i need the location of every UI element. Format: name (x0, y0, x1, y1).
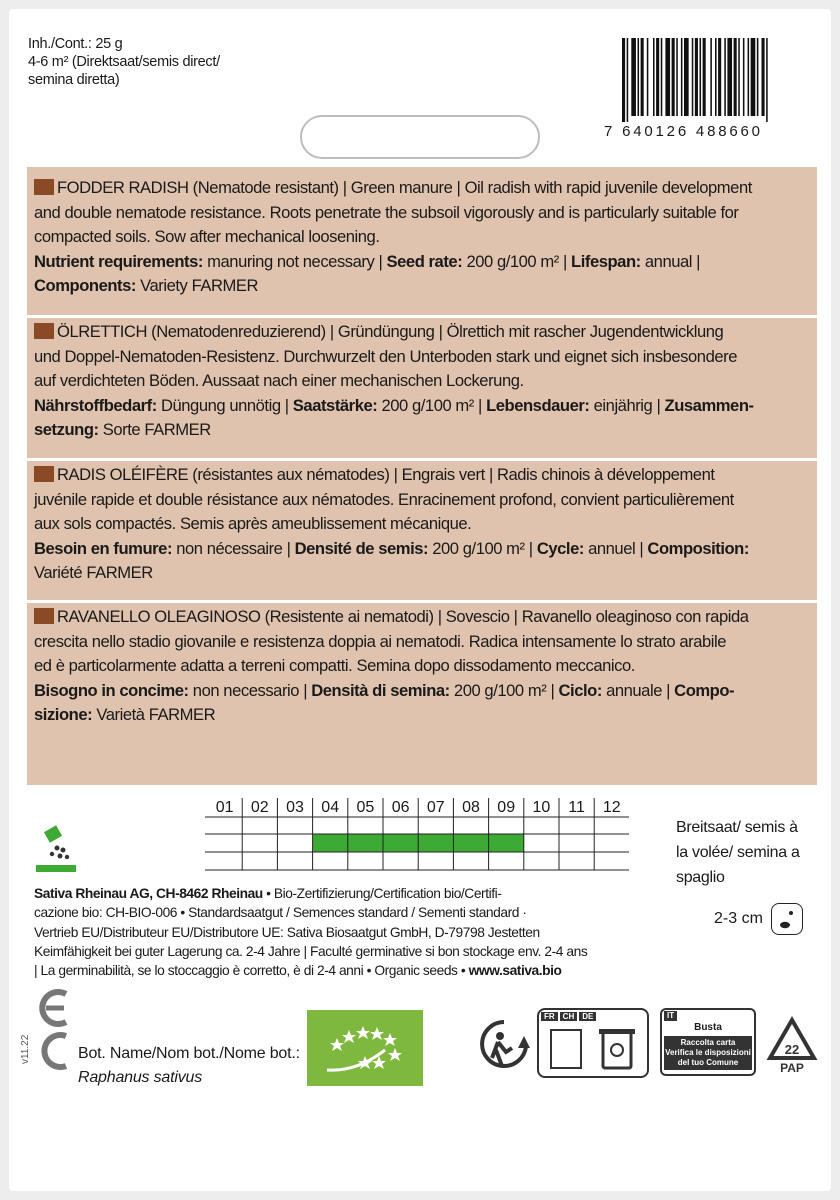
version-code: v11.22 (20, 1034, 31, 1064)
barcode (620, 38, 820, 122)
sowing-period-cell (489, 834, 524, 852)
spec-label: Bisogno in concime: (34, 680, 189, 700)
barcode-bar (676, 38, 678, 116)
spec-label: Components: (34, 276, 136, 295)
description-text: und Doppel-Nematoden-Resistenz. Durchwurzelt den Unterboden stark und eignet sich insbesondere (34, 346, 738, 366)
pap-22-recycling-icon (764, 1016, 820, 1076)
barcode-bar (684, 38, 689, 116)
month-label: 11 (568, 799, 585, 816)
eu-organic-logo-icon (307, 1010, 423, 1086)
specs-line (34, 250, 809, 275)
barcode-bar (727, 38, 732, 116)
sowing-period-cell (418, 834, 453, 852)
spec-label: Densité de semis: (294, 538, 429, 558)
spec-value: 200 g/100 m² | (377, 395, 487, 415)
description-line (34, 176, 809, 201)
germination-text: | La germinabilità, se lo stoccaggio è corretto, è di 2-4 anni • Organic seeds • (34, 963, 469, 979)
barcode-bar (743, 38, 745, 116)
month-label: 02 (250, 799, 269, 816)
sowing-period-cell (383, 834, 418, 852)
spec-label: setzung: (34, 420, 99, 439)
broadcast-sowing-icon (32, 824, 80, 876)
botanical-name (78, 1042, 300, 1090)
description-section (34, 176, 809, 299)
barcode-bar (695, 38, 698, 116)
section-bullet-icon (34, 179, 54, 195)
description-line (34, 654, 809, 679)
country-code: DE (579, 1012, 596, 1021)
description-text: auf verdichteten Böden. Aussaat nach einer mechanischen Lockerung. (34, 371, 524, 390)
sowing-calendar (205, 795, 635, 876)
description-section (34, 463, 809, 586)
sowing-period-cell (313, 834, 348, 852)
description-text: aux sols compactés. Semis après ameublissement mécanique. (34, 514, 472, 533)
spec-value: non nécessaire | (172, 538, 295, 558)
month-label: 12 (602, 799, 621, 816)
botanical-species: Raphanus sativus (78, 1069, 202, 1086)
barcode-bar (703, 38, 706, 116)
spec-label: Composition: (647, 538, 749, 558)
sorting-info-box (537, 1008, 649, 1078)
country-code: FR (541, 1012, 558, 1021)
seed-depth-icon (771, 903, 803, 935)
components-line (34, 418, 809, 443)
barcode-bar (641, 38, 644, 116)
specs-line (34, 679, 809, 704)
description-section (34, 605, 809, 728)
spec-label: Ciclo: (558, 680, 602, 700)
barcode-bar (681, 38, 683, 116)
spec-label: Saatstärke: (292, 395, 378, 415)
barcode-bar (622, 38, 625, 122)
description-section (34, 320, 809, 443)
barcode-bar (700, 38, 702, 116)
area-line: 4-6 m² (Direktsaat/semis direct/ (28, 54, 220, 70)
barcode-bar (710, 38, 712, 116)
barcode-bar (724, 38, 726, 116)
distributor-text: Vertrieb EU/Distributeur EU/Distributore UE: Sativa Biosaatgut GmbH, D-79798 Jestetten (34, 924, 540, 940)
barcode-bar (757, 38, 759, 116)
barcode-bar (751, 38, 756, 116)
specs-line (34, 394, 809, 419)
barcode-bar (748, 38, 750, 116)
month-label: 09 (497, 799, 516, 816)
country-code: IT (664, 1011, 677, 1021)
sowing-period-cell (348, 834, 383, 852)
spec-value: non necessario | (188, 680, 312, 700)
disposal-line: Raccolta carta (680, 1038, 736, 1047)
description-text: juvénile rapide et double résistance aux nématodes. Enracinement profond, convient particulièrement (34, 489, 734, 509)
components-line (34, 274, 809, 299)
germination-text: Keimfähigkeit bei guter Lagerung ca. 2-4 Jahre | Faculté germinative si bon stockage env. 2-4 ans (34, 943, 588, 959)
disposal-line: Verifica le disposizioni (665, 1048, 751, 1057)
disposal-line: del tuo Comune (677, 1058, 739, 1067)
month-label: 06 (391, 799, 410, 816)
spec-label: Cycle: (536, 538, 584, 558)
month-label: 10 (532, 799, 551, 816)
barcode-bar (631, 38, 636, 116)
barcode-bar (762, 38, 765, 116)
area-line-2: semina diretta) (28, 72, 120, 88)
section-bullet-icon (34, 608, 54, 624)
description-text: FODDER RADISH (Nematode resistant) | Green manure | Oil radish with rapid juvenile development (57, 178, 752, 197)
paper-bag-bin-icon (547, 1026, 641, 1074)
description-line (34, 320, 809, 345)
description-line (34, 345, 809, 370)
contents-line: Inh./Cont.: 25 g (28, 36, 123, 52)
spec-value: 200 g/100 m² | (449, 680, 559, 700)
sowing-method (676, 815, 800, 890)
sowing-method-line: Breitsaat/ semis à (676, 819, 798, 836)
barcode-bar (661, 38, 663, 116)
company-info (34, 884, 674, 980)
barcode-bar (647, 38, 649, 116)
section-divider (27, 458, 817, 461)
barcode-bar (656, 38, 659, 116)
sowing-method-line: spaglio (676, 869, 725, 886)
spec-label: sizione: (34, 705, 93, 724)
spec-value: Düngung unnötig | (156, 395, 293, 415)
components-line (34, 703, 809, 728)
components-line (34, 561, 809, 586)
barcode-bar (627, 38, 629, 122)
month-label: 08 (462, 799, 480, 816)
spec-label: Densità di semina: (311, 680, 450, 700)
barcode-bar (665, 38, 670, 116)
spec-label: Seed rate: (386, 251, 463, 271)
spec-value: Varietà FARMER (92, 705, 216, 724)
spec-label: Lifespan: (571, 251, 641, 271)
month-label: 07 (426, 799, 445, 816)
disposal-title: Busta (694, 1022, 722, 1033)
sowing-method-line: la volée/ semina a (676, 844, 800, 861)
spec-label: Nährstoffbedarf: (34, 395, 157, 415)
description-line (34, 605, 809, 630)
spec-value: 200 g/100 m² | (428, 538, 537, 558)
barcode-bar (672, 38, 675, 116)
description-line (34, 463, 809, 488)
barcode-bar (718, 38, 721, 116)
spec-label: Lebensdauer: (486, 395, 590, 415)
spec-value: 200 g/100 m² | (462, 251, 572, 271)
description-line (34, 512, 809, 537)
description-text: RADIS OLÉIFÈRE (résistantes aux nématodes) | Engrais vert | Radis chinois à développement (57, 465, 715, 484)
month-label: 04 (321, 799, 340, 816)
barcode-bar (734, 38, 737, 116)
month-label: 03 (286, 799, 304, 816)
certification-text: cazione bio: CH-BIO-006 • Standardsaatgut / Semences standard / Sementi standard · (34, 905, 527, 921)
calendar-grid (205, 795, 635, 871)
description-text: RAVANELLO OLEAGINOSO (Resistente ai nematodi) | Sovescio | Ravanello oleaginoso con rapida (57, 607, 749, 626)
barcode-bar (738, 38, 740, 116)
description-text: crescita nello stadio giovanile e resistenza doppia ai nematodi. Radica intensamente lo strato arabile (34, 631, 727, 651)
description-text: ed è particolarmente adatta a terreni compatti. Semina dopo dissodamento meccanico. (34, 656, 635, 675)
description-line (34, 630, 809, 655)
month-label: 05 (356, 799, 375, 816)
conformity-mark-icon (30, 988, 72, 1074)
section-bullet-icon (34, 466, 54, 482)
spec-label: Zusammen- (664, 395, 754, 415)
spec-value: manuring not necessary | (202, 251, 387, 271)
sowing-depth: 2-3 cm (714, 910, 763, 927)
recycle-bin-person-icon (478, 1018, 530, 1074)
barcode-bar (715, 38, 717, 116)
barcode-bar (692, 38, 694, 116)
spec-value: Variety FARMER (135, 276, 259, 295)
botanical-label: Bot. Name/Nom bot./Nome bot.: (78, 1045, 300, 1062)
barcode-bar (766, 38, 768, 122)
description-line (34, 225, 809, 250)
section-divider (27, 315, 817, 318)
section-bullet-icon (34, 323, 54, 339)
pap-label: PAP (780, 1061, 804, 1075)
pap-number: 22 (784, 1042, 800, 1057)
section-divider (27, 600, 817, 603)
italy-disposal-label (660, 1008, 756, 1076)
spec-label: Nutrient requirements: (34, 251, 203, 271)
certification-text: • Bio-Zertifizierung/Certification bio/Certifi- (262, 886, 502, 901)
description-line (34, 488, 809, 513)
spec-value: Sorte FARMER (98, 420, 211, 439)
spec-value: annuale | (601, 680, 675, 700)
hang-hole (300, 115, 540, 159)
description-text: and double nematode resistance. Roots penetrate the subsoil vigorously and is particularly suitable for (34, 202, 739, 222)
contents-info (28, 35, 220, 89)
description-text: compacted soils. Sow after mechanical loosening. (34, 227, 380, 246)
spec-value: annuel | (583, 538, 648, 558)
spec-value: annual | (640, 251, 701, 271)
website-link[interactable]: www.sativa.bio (468, 963, 562, 979)
country-code: CH (560, 1012, 578, 1021)
spec-label: Besoin en fumure: (34, 538, 173, 558)
barcode-bar (638, 38, 640, 116)
barcode-bar (653, 38, 655, 116)
spec-value: einjährig | (589, 395, 665, 415)
description-line (34, 201, 809, 226)
sowing-period-cell (453, 834, 488, 852)
company-name: Sativa Rheinau AG, CH-8462 Rheinau (34, 886, 263, 901)
description-line (34, 369, 809, 394)
spec-value: Variété FARMER (34, 563, 153, 582)
barcode-number: 7 640126 488660 (604, 123, 763, 140)
spec-label: Compo- (674, 680, 735, 700)
month-label: 01 (215, 799, 234, 816)
description-text: ÖLRETTICH (Nematodenreduzierend) | Gründüngung | Ölrettich mit rascher Jugendentwicklung (57, 322, 724, 341)
specs-line (34, 537, 809, 562)
